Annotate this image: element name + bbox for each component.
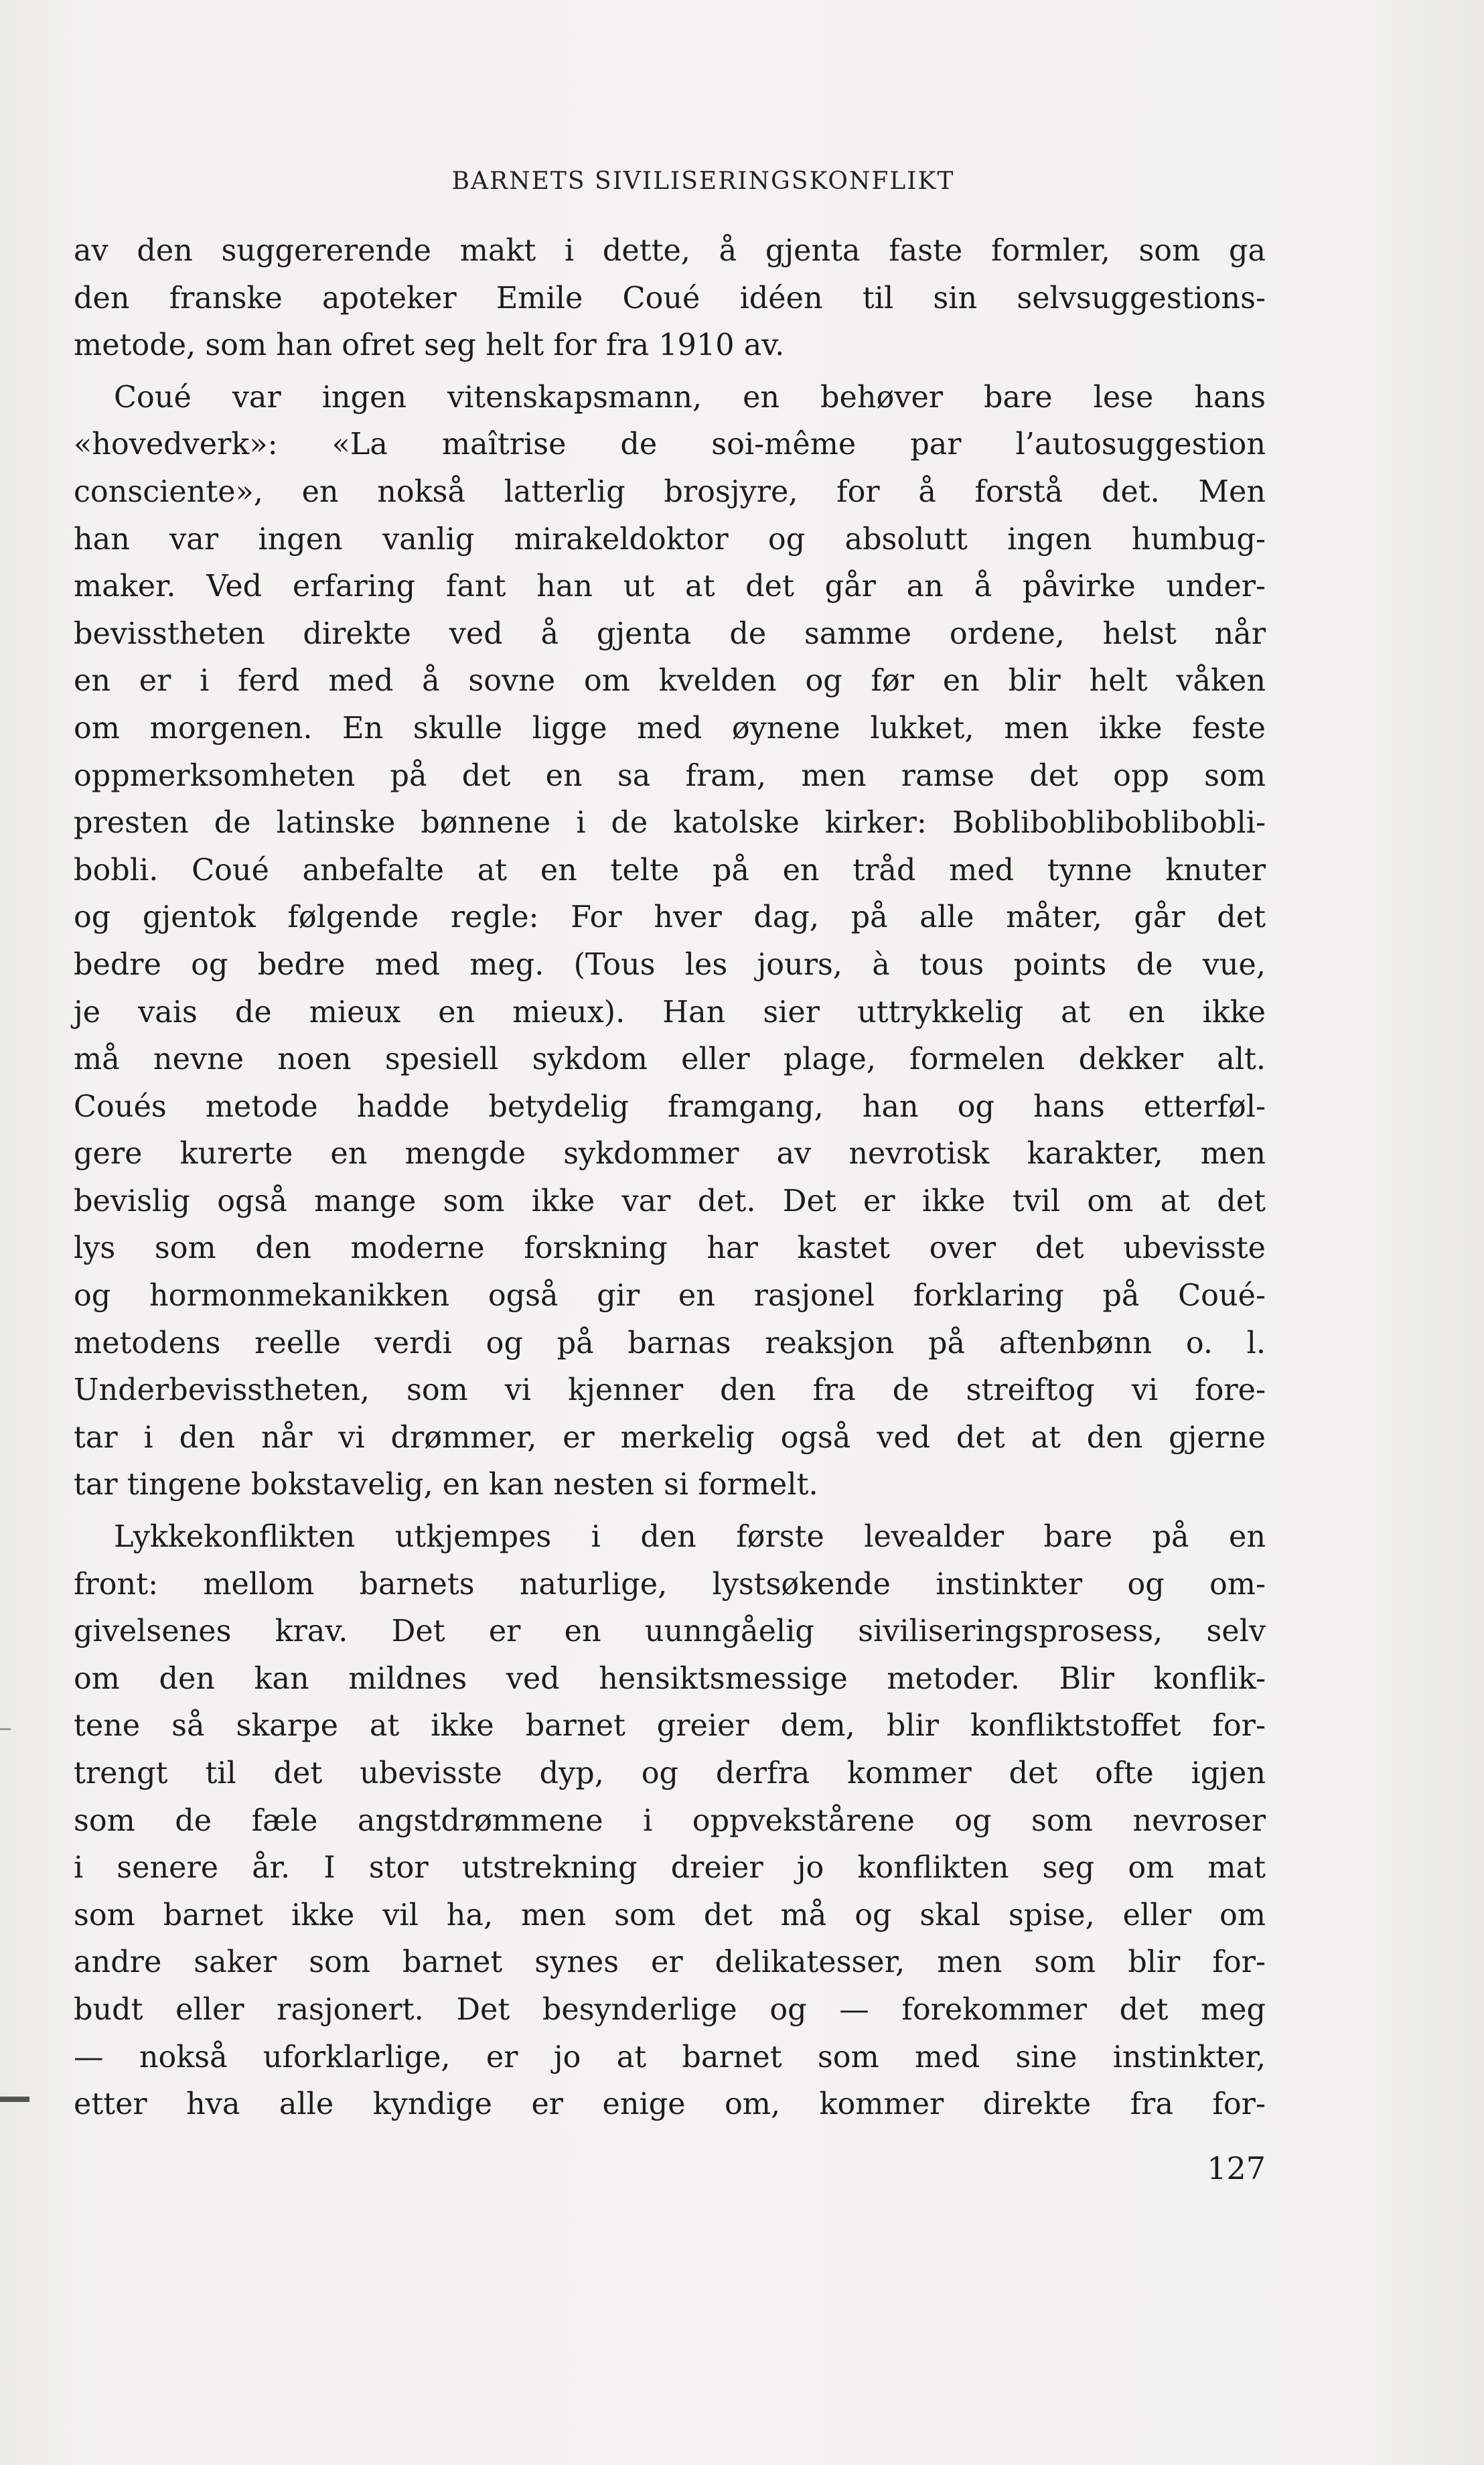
text-line: tar tingene bokstavelig, en kan nesten si formelt. [74, 1468, 818, 1502]
page-number: 127 [1207, 2150, 1266, 2186]
text-line: — nokså uforklarlige, er jo at barnet som med sine instinkter, [74, 2040, 1266, 2074]
text-line: andre saker som barnet synes er delikatesser, men som blir for- [74, 1945, 1266, 1980]
body-text [74, 228, 1266, 2129]
page-edge-tick [0, 1728, 11, 1730]
text-line: etter hva alle kyndige er enige om, kommer direkte fra for- [74, 2087, 1266, 2122]
text-line: bedre og bedre med meg. (Tous les jours, à tous points de vue, [74, 947, 1266, 982]
text-line: bevislig også mange som ikke var det. Det er ikke tvil om at det [74, 1184, 1266, 1218]
text-line: maker. Ved erfaring fant han ut at det går an å påvirke under- [74, 569, 1266, 604]
text-line: om den kan mildnes ved hensiktsmessige metoder. Blir konflik- [74, 1661, 1266, 1696]
running-head: BARNETS SIVILISERINGSKONFLIKT [451, 167, 955, 195]
paragraph [74, 1514, 1266, 2129]
text-line: presten de latinske bønnene i de katolske kirker: Boblibobliboblibobli- [74, 806, 1266, 841]
text-line: og gjentok følgende regle: For hver dag, på alle måter, går det [74, 900, 1266, 935]
text-line: han var ingen vanlig mirakeldoktor og absolutt ingen humbug- [74, 522, 1266, 557]
text-line: av den suggererende makt i dette, å gjenta faste formler, som ga [74, 234, 1266, 268]
paragraph-gap [74, 1509, 1266, 1514]
text-line: bevisstheten direkte ved å gjenta de samme ordene, helst når [74, 616, 1266, 651]
text-line: front: mellom barnets naturlige, lystsøkende instinkter og om- [74, 1567, 1266, 1602]
text-line: tene så skarpe at ikke barnet greier dem, blir konfliktstoffet for- [74, 1709, 1266, 1744]
text-line: consciente», en nokså latterlig brosjyre, for å forstå det. Men [74, 474, 1266, 509]
text-line: givelsenes krav. Det er en uunngåelig siviliseringsprosess, selv [74, 1614, 1266, 1649]
text-line: en er i ferd med å sovne om kvelden og før en blir helt våken [74, 664, 1266, 699]
text-line: oppmerksomheten på det en sa fram, men ramse det opp som [74, 758, 1266, 793]
paragraph [74, 228, 1266, 370]
text-line: trengt til det ubevisste dyp, og derfra kommer det ofte igjen [74, 1756, 1266, 1790]
text-line: som de fæle angstdrømmene i oppvekstårene og som nevroser [74, 1803, 1266, 1838]
text-line: og hormonmekanikken også gir en rasjonel forklaring på Coué- [74, 1279, 1266, 1314]
paragraph-gap [74, 370, 1266, 374]
text-line: metode, som han ofret seg helt for fra 1910 av. [74, 328, 785, 363]
text-line: den franske apoteker Emile Coué idéen til sin selvsuggestions- [74, 281, 1266, 315]
page-edge-mark [0, 2097, 29, 2102]
text-line: Coués metode hadde betydelig framgang, han og hans etterføl- [74, 1089, 1266, 1124]
text-line: bobli. Coué anbefalte at en telte på en tråd med tynne knuter [74, 853, 1266, 888]
text-line: lys som den moderne forskning har kastet over det ubevisste [74, 1231, 1266, 1266]
text-line: om morgenen. En skulle ligge med øynene lukket, men ikke feste [74, 711, 1266, 746]
text-line: «hovedverk»: «La maîtrise de soi-même par l’autosuggestion [74, 427, 1266, 462]
text-line: metodens reelle verdi og på barnas reaksjon på aftenbønn o. l. [74, 1326, 1266, 1360]
text-line: som barnet ikke vil ha, men som det må og skal spise, eller om [74, 1898, 1266, 1932]
text-line: Lykkekonflikten utkjempes i den første levealder bare på en [114, 1520, 1266, 1555]
text-line: gere kurerte en mengde sykdommer av nevrotisk karakter, men [74, 1137, 1266, 1172]
text-line: Underbevisstheten, som vi kjenner den fra de streiftog vi fore- [74, 1373, 1266, 1408]
text-line: budt eller rasjonert. Det besynderlige og — forekommer det meg [74, 1992, 1266, 2027]
text-line: tar i den når vi drømmer, er merkelig også ved det at den gjerne [74, 1420, 1266, 1455]
text-line: i senere år. I stor utstrekning dreier jo konflikten seg om mat [74, 1851, 1266, 1886]
text-line: Coué var ingen vitenskapsmann, en behøver bare lese hans [114, 380, 1266, 415]
paragraph [74, 374, 1266, 1509]
text-line: må nevne noen spesiell sykdom eller plage, formelen dekker alt. [74, 1042, 1266, 1077]
text-line: je vais de mieux en mieux). Han sier uttrykkelig at en ikke [74, 995, 1266, 1030]
